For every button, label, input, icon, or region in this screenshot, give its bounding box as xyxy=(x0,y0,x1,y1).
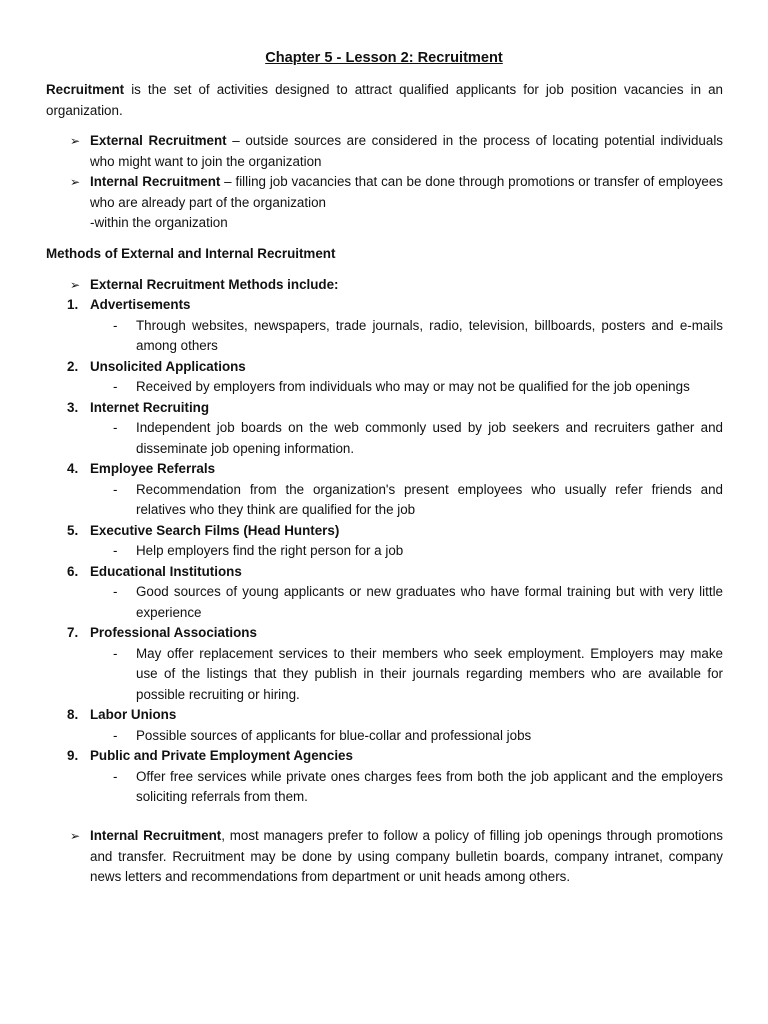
methods-heading: Methods of External and Internal Recruitment xyxy=(46,246,336,261)
internal-text: , most managers prefer to follow a policy of filling job openings through promotions and transfer. Recruitment may be done by using company bulletin boards, company intranet, company news letters and recommendations from department or unit heads among others. xyxy=(90,828,723,884)
list-item xyxy=(67,398,723,460)
arrow-bullet-icon: ➢ xyxy=(70,175,81,189)
intro-paragraph xyxy=(46,80,723,121)
item-name: Unsolicited Applications xyxy=(90,358,246,374)
item-number: 8. xyxy=(67,707,79,722)
arrow-bullet-icon: ➢ xyxy=(70,134,81,148)
item-name: Internet Recruiting xyxy=(90,399,210,415)
definition-external xyxy=(70,131,723,172)
definition-extra: -within the organization xyxy=(90,215,228,230)
item-number: 3. xyxy=(67,399,79,415)
dash-bullet: - xyxy=(113,420,118,435)
dash-bullet: - xyxy=(113,584,118,599)
item-name: Executive Search Films (Head Hunters) xyxy=(90,522,340,538)
item-description: Received by employers from individuals who may or may not be qualified for the job openings xyxy=(136,379,690,394)
item-description: Through websites, newspapers, trade journals, radio, television, billboards, posters and e-mails among others xyxy=(136,317,723,353)
dash-bullet: - xyxy=(113,645,118,661)
list-item xyxy=(67,623,723,705)
item-number: 7. xyxy=(67,625,79,640)
list-item xyxy=(67,357,723,398)
intro-text: is the set of activities designed to attract qualified applicants for job position vacancies in an organization. xyxy=(46,82,723,118)
item-number: 4. xyxy=(67,461,79,476)
list-item xyxy=(67,295,723,357)
definition-text: – filling job vacancies that can be done through promotions or transfer of employees who are already part of the organization xyxy=(90,174,724,210)
list-item xyxy=(67,746,723,808)
dash-bullet: - xyxy=(113,481,118,497)
definition-internal xyxy=(70,172,723,234)
definition-term: External Recruitment xyxy=(90,133,227,148)
dash-bullet: - xyxy=(113,543,118,558)
external-methods-heading-text: External Recruitment Methods include: xyxy=(90,277,339,292)
item-name: Labor Unions xyxy=(90,707,177,722)
definition-text: – outside sources are considered in the process of locating potential individuals who might want to join the organization xyxy=(90,133,723,169)
dash-bullet: - xyxy=(113,379,118,394)
arrow-bullet-icon: ➢ xyxy=(70,829,81,843)
definition-term: Internal Recruitment xyxy=(90,174,221,189)
list-item xyxy=(67,521,723,562)
internal-term: Internal Recruitment xyxy=(90,828,222,843)
item-name: Educational Institutions xyxy=(90,563,242,579)
item-number: 6. xyxy=(67,563,79,579)
item-number: 5. xyxy=(67,522,79,538)
list-item xyxy=(67,705,723,746)
item-number: 1. xyxy=(67,297,79,312)
intro-term: Recruitment xyxy=(46,82,125,97)
dash-bullet: - xyxy=(113,768,118,784)
internal-recruitment-paragraph xyxy=(70,826,723,888)
item-name: Public and Private Employment Agencies xyxy=(90,748,353,763)
page-title: Chapter 5 - Lesson 2: Recruitment xyxy=(265,50,503,66)
external-methods-heading xyxy=(70,275,723,296)
item-number: 2. xyxy=(67,358,79,374)
item-name: Professional Associations xyxy=(90,625,257,640)
dash-bullet: - xyxy=(113,317,118,333)
item-description: Offer free services while private ones charges fees from both the job applicant and the employers soliciting referrals from them. xyxy=(136,768,723,804)
item-description: Recommendation from the organization's present employees who usually refer friends and relatives who they think are qualified for the job xyxy=(136,481,723,517)
item-name: Advertisements xyxy=(90,297,191,312)
item-number: 9. xyxy=(67,748,79,763)
arrow-bullet-icon: ➢ xyxy=(70,278,81,292)
methods-list xyxy=(67,295,723,808)
item-description: May offer replacement services to their members who seek employment. Employers may make use of the listings that they publish in their journals regarding members who are available for possible recruiting or hiring. xyxy=(136,645,723,702)
item-name: Employee Referrals xyxy=(90,461,216,476)
list-item xyxy=(67,459,723,521)
item-description: Good sources of young applicants or new graduates who have formal training but with very little experience xyxy=(136,584,723,620)
dash-bullet: - xyxy=(113,727,118,743)
item-description: Independent job boards on the web commonly used by job seekers and recruiters gather and disseminate job opening information. xyxy=(136,420,723,456)
item-description: Help employers find the right person for a job xyxy=(136,543,404,558)
list-item xyxy=(67,562,723,624)
item-description: Possible sources of applicants for blue-collar and professional jobs xyxy=(136,727,532,743)
